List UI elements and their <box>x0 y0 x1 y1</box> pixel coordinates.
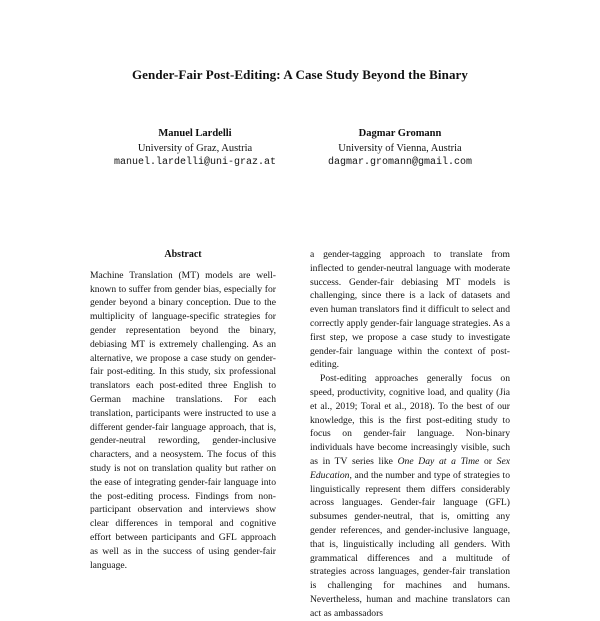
tv-series-title: Sex Education <box>310 455 510 481</box>
intro-paragraph-1: a gender-tagging approach to translate from inflected to gender-neutral language with moderate success. Gender-fair debiasing MT models is challenging, since there is a lack of datasets and even human translators find it difficult to select and correctly apply gender-fair language strategies. As a first step, we propose a case study to investigate gender-fair language within the context of post-editing. <box>310 249 510 371</box>
author-name: Manuel Lardelli <box>158 128 232 139</box>
paper-title: Gender-Fair Post-Editing: A Case Study Beyond the Binary <box>131 67 469 82</box>
author-block-2 <box>310 127 490 171</box>
intro-text: or <box>479 455 497 467</box>
right-column <box>310 248 510 621</box>
intro-text: , and the number and type of strategies to linguistically represent them differs considerably across languages. Gender-fair language (GFL) subsumes gender-neutral, that is, omitting any gender references, and gender-inclusive language, that is, linguistically including all genders. With grammatical differences and a multitude of strategies across languages, gender-fair translation is challenging for machines and humans. Nevertheless, human and machine translators can act as ambassadors <box>310 469 510 619</box>
left-column <box>90 248 276 572</box>
author-email[interactable]: manuel.lardelli@uni-graz.at <box>113 157 277 168</box>
author-block-1 <box>94 127 296 171</box>
author-email[interactable]: dagmar.gromann@gmail.com <box>327 157 473 168</box>
author-affiliation: University of Graz, Austria <box>137 142 253 154</box>
tv-series-title: One Day at a Time <box>397 455 480 467</box>
intro-text: Post-editing approaches generally focus on speed, productivity, cognitive load, and quality (Jia et al., 2019; Toral et al., 2018). To the best of our knowledge, this is the first post-editing study to focus on gender-fair language. Non-binary individuals have become increasingly visible, such as in TV series like <box>310 373 510 467</box>
author-name: Dagmar Gromann <box>358 128 442 139</box>
intro-paragraph-2 <box>310 372 510 620</box>
abstract-text: Machine Translation (MT) models are well-known to suffer from gender bias, especially for gender beyond a binary conception. Due to the multiplicity of language-specific strategies for gender representation beyond the binary, debiasing MT is extremely challenging. As an alternative, we propose a case study on gender-fair post-editing. In this study, six professional translators each post-edited three English to German machine translations. For each translation, participants were instructed to use a different gender-fair language approach, that is, gender-neutral rewording, gender-inclusive characters, and a neosystem. The focus of this study is not on translation quality but rather on the ease of integrating gender-fair language into the post-editing process. Findings from non-participant observation and interviews show clear differences in temporal and cognitive effort between participants and GFL approach as well as in the success of using gender-fair language. <box>90 269 276 571</box>
author-affiliation: University of Vienna, Austria <box>338 142 462 154</box>
abstract-heading: Abstract <box>164 249 202 260</box>
